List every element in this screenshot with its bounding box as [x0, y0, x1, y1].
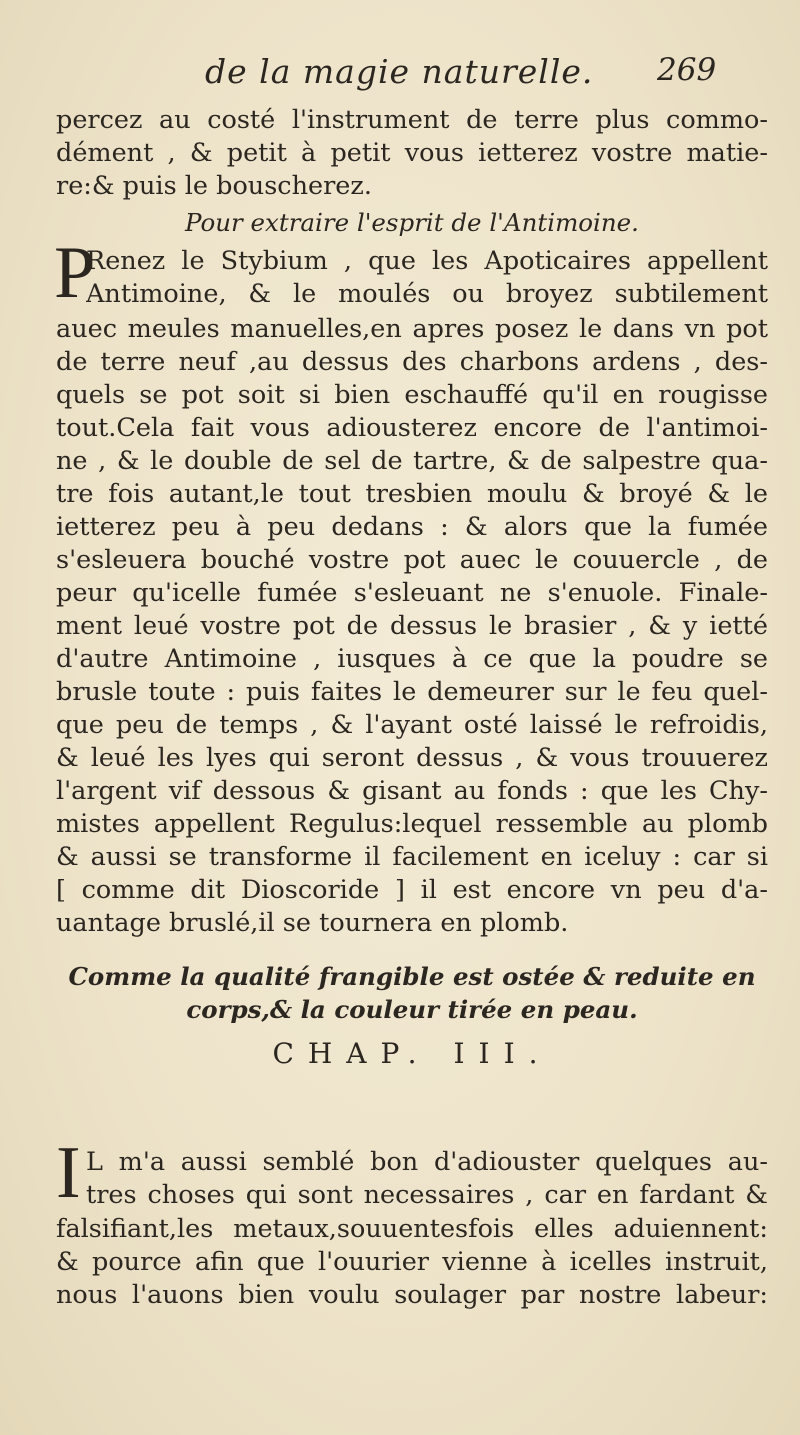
text-line: ment leué vostre pot de dessus le brasier , & y ietté — [56, 611, 768, 641]
section-heading: corps,& la couleur tirée en peau. — [186, 995, 638, 1024]
text-line: d'autre Antimoine , iusques à ce que la poudre se — [56, 644, 768, 674]
section-heading: Pour extraire l'esprit de l'Antimoine. — [185, 208, 639, 237]
text-line: [ comme dit Dioscoride ] il est encore vn peu d'a- — [56, 875, 768, 905]
running-head — [0, 52, 800, 96]
running-title: de la magie naturelle. — [205, 52, 594, 91]
text-line: que peu de temps , & l'ayant osté laissé le refroidis, — [56, 710, 768, 740]
chapter-title: CHAP. III. — [272, 1037, 552, 1070]
drop-cap: I — [56, 1132, 81, 1214]
text-line: tres choses qui sont necessaires , car en fardant & — [86, 1180, 768, 1210]
text-line: falsifiant,les metaux,souuentesfois elles aduiennent: — [56, 1214, 768, 1244]
section-heading: Comme la qualité frangible est ostée & reduite en — [68, 962, 756, 991]
text-line: tre fois autant,le tout tresbien moulu & broyé & le — [56, 479, 768, 509]
text-line: quels se pot soit si bien eschauffé qu'il en rougisse — [56, 380, 768, 410]
text-line: & leué les lyes qui seront dessus , & vous trouuerez — [56, 743, 768, 773]
text-line: Renez le Stybium , que les Apoticaires appellent — [86, 246, 768, 276]
text-line: dément , & petit à petit vous ietterez vostre matie- — [56, 138, 768, 168]
text-line: brusle toute : puis faites le demeurer sur le feu quel- — [56, 677, 768, 707]
text-line: L m'a aussi semblé bon d'adiouster quelques au- — [86, 1147, 768, 1177]
text-line: uantage bruslé,il se tournera en plomb. — [56, 908, 569, 938]
drop-cap: P — [54, 232, 96, 314]
text-line: nous l'auons bien voulu soulager par nostre labeur: — [56, 1280, 768, 1310]
text-line: tout.Cela fait vous adiousterez encore de l'antimoi- — [56, 413, 768, 443]
text-line: re:& puis le bouscherez. — [56, 171, 372, 201]
page-number: 269 — [657, 52, 717, 88]
text-line: l'argent vif dessous & gisant au fonds : que les Chy- — [56, 776, 768, 806]
text-line: & aussi se transforme il facilement en iceluy : car si — [56, 842, 768, 872]
text-line: peur qu'icelle fumée s'esleuant ne s'enuole. Finale- — [56, 578, 768, 608]
text-line: de terre neuf ,au dessus des charbons ardens , des- — [56, 347, 768, 377]
text-line: auec meules manuelles,en apres posez le dans vn pot — [56, 314, 768, 344]
text-line: Antimoine, & le moulés ou broyez subtilement — [86, 279, 768, 309]
text-line: & pource afin que l'ouurier vienne à icelles instruit, — [56, 1247, 768, 1277]
text-line: ne , & le double de sel de tartre, & de salpestre qua- — [56, 446, 768, 476]
text-line: ietterez peu à peu dedans : & alors que la fumée — [56, 512, 768, 542]
text-line: percez au costé l'instrument de terre plus commo- — [56, 105, 768, 135]
text-line: s'esleuera bouché vostre pot auec le couuercle , de — [56, 545, 768, 575]
text-line: mistes appellent Regulus:lequel ressemble au plomb — [56, 809, 768, 839]
